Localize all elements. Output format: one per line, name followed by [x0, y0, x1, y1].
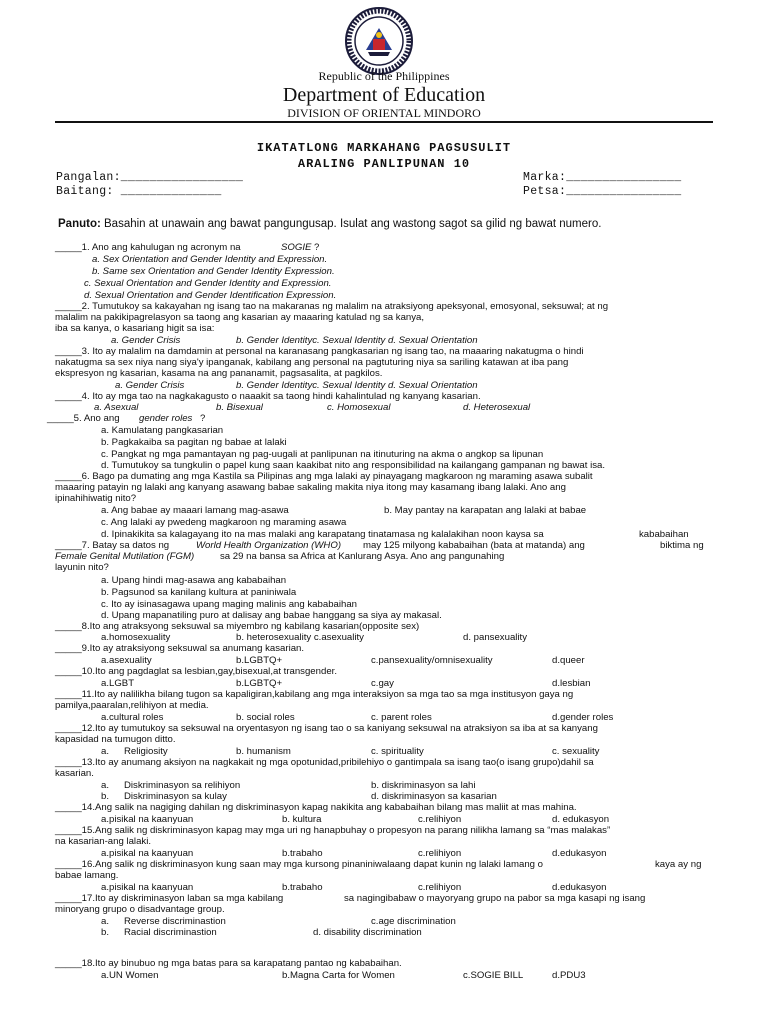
question-6-choice-b: b. May pantay na karapatan ang lalaki at babae — [384, 505, 587, 516]
question-15-stem: na kasarian-ang lalaki. — [55, 836, 151, 847]
question-4-choice-b: b. Bisexual — [216, 402, 263, 413]
question-1-term: SOGIE — [281, 242, 312, 253]
question-4-stem: _____4. Ito ay mga tao na nagkakagusto o naaakit sa taong hindi kahalintulad ng kanyang kasarian. — [55, 391, 481, 402]
question-7-stem: biktima ng — [660, 540, 704, 551]
question-5-mark: ? — [200, 413, 206, 424]
question-13-stem: _____13.Ito ay anumang aksiyon na nagkakait ng mga opotunidad,pribilehiyo o gantimpala sa isang tao(o isang grupo)dahil sa — [55, 757, 594, 768]
question-9-stem: _____9.Ito ay atraksiyong seksuwal sa anumang kasarian. — [55, 643, 305, 654]
question-15-choice-a: a.pisikal na kaanyuan — [101, 848, 194, 859]
question-3-stem: nakatugma sa sex niya nang siya'y ipanganak, kabilang ang personal na pagtuturing niya sa sariling katawan at iba pang — [55, 357, 569, 368]
question-16-choice-b: b.trabaho — [282, 882, 323, 893]
question-3-stem: ekspresyon ng kasarian, kasama na ang pananamit, pagsasalita, at pagkilos. — [55, 368, 383, 379]
question-7-choice-c: c. Ito ay isinasagawa upang maging malinis ang kababaihan — [101, 599, 358, 610]
question-9-choice-a: a.asexuality — [101, 655, 152, 666]
question-2-choice-a: a. Gender Crisis — [111, 335, 181, 346]
question-16-choice-d: d.edukasyon — [552, 882, 607, 893]
question-10-choice-a: a.LGBT — [101, 678, 135, 689]
question-15-choice-c: c.relihiyon — [418, 848, 462, 859]
question-15-choice-b: b.trabaho — [282, 848, 323, 859]
exam-title: IKATATLONG MARKAHANG PAGSUSULIT — [256, 141, 512, 155]
question-15-stem: _____15.Ang salik ng diskriminasyon kapag may mga uri ng hanapbuhay o propesyon na parang nilikha lamang sa “mas malakas” — [55, 825, 611, 836]
grade-field[interactable]: Baitang: ______________ — [56, 185, 222, 198]
question-6-choice-a: a. Ang babae ay maaari lamang mag-asawa — [101, 505, 289, 516]
question-5-choice-a: a. Kamulatang pangkasarian — [101, 425, 224, 436]
question-3-stem: _____3. Ito ay malalim na damdamin at personal na karanasang pangkasarian ng isang tao, na maaaring nakatugma o hindi — [55, 346, 584, 357]
question-13-choice-b: b. diskriminasyon sa lahi — [371, 780, 476, 791]
question-12-stem: _____12.Ito ay tumutukoy sa seksuwal na oryentasyon ng isang tao o sa kaniyang seksuwal na atraksiyon sa iba at sa kanyang — [55, 723, 598, 734]
question-3-choices: b. Gender Identityc. Sexual Identity d. Sexual Orientation — [236, 380, 478, 391]
question-11-choice-b: b. social roles — [236, 712, 295, 723]
question-5-choice-c: c. Pangkat ng mga pamantayan ng pag-uugali at panlipunan na itinuturing na akma o angkop sa lipunan — [101, 449, 544, 460]
question-17-choice-a: Reverse discriminastion — [124, 916, 226, 927]
question-16-stem: _____16.Ang salik ng diskriminasyon kung saan may mga kursong pinaniniwalaang dapat kunin ng lalaki lamang o — [55, 859, 543, 870]
question-12-choice-b: b. humanism — [236, 746, 291, 757]
question-11-choice-c: c. parent roles — [371, 712, 432, 723]
republic-label: Republic of the Philippines — [318, 69, 450, 83]
question-6-choice-c: c. Ang lalaki ay pwedeng magkaroon ng maraming asawa — [101, 517, 347, 528]
question-6-stem: maaaring patayin ng lalaki ang kanyang asawang babae sakaling makita niya itong may kasamang ibang lalaki. Ano ang — [55, 482, 566, 493]
question-11-stem: pamilya,paaralan,relihiyon at media. — [55, 700, 209, 711]
question-8-choice-d: d. pansexuality — [463, 632, 527, 643]
question-7-stem: _____7. Batay sa datos ng — [55, 540, 170, 551]
question-18-choice-b: b.Magna Carta for Women — [282, 970, 395, 981]
question-4-choice-a: a. Asexual — [94, 402, 139, 413]
question-11-choice-a: a.cultural roles — [101, 712, 164, 723]
question-7-stem: sa 29 na bansa sa Africa at Kanlurang Asya. Ano ang pangunahing — [220, 551, 505, 562]
question-18-choice-d: d.PDU3 — [552, 970, 586, 981]
question-1-choice-b: b. Same sex Orientation and Gender Identity Expression. — [92, 266, 335, 277]
question-14-choice-c: c.relihiyon — [418, 814, 462, 825]
question-14-choice-a: a.pisikal na kaanyuan — [101, 814, 194, 825]
question-11-choice-d: d.gender roles — [552, 712, 614, 723]
question-5-choice-d: d. Tumutukoy sa tungkulin o papel kung saan kaakibat nito ang responsibilidad na kailangang gampanan ng bawat isa. — [101, 460, 606, 471]
date-field[interactable]: Petsa:________________ — [523, 185, 682, 198]
exam-subject: ARALING PANLIPUNAN 10 — [297, 157, 471, 171]
department-title: Department of Education — [282, 84, 486, 106]
header-divider — [55, 121, 713, 123]
question-12-stem: kapasidad na tumugon ditto. — [55, 734, 176, 745]
question-9-choice-c: c.pansexuality/omnisexuality — [371, 655, 493, 666]
instructions — [58, 218, 601, 230]
question-7-term: World Health Organization (WHO) — [196, 540, 342, 551]
question-17-choice-a-letter: a. — [101, 916, 110, 927]
question-9-choice-b: b.LGBTQ+ — [236, 655, 283, 666]
instructions-text: Basahin at unawain ang bawat pangungusap. Isulat ang wastong sagot sa gilid ng bawat numero. — [100, 218, 602, 230]
question-11-stem: _____11.Ito ay nalilikha bilang tugon sa kapaligiran,kabilang ang mga interaksiyon sa mga tao sa mga institusyon gaya ng — [55, 689, 574, 700]
question-16-choice-a: a.pisikal na kaanyuan — [101, 882, 194, 893]
question-7-choice-b: b. Pagsunod sa kanilang kultura at paniniwala — [101, 587, 297, 598]
question-13-choice-d: d. diskriminasyon sa kasarian — [371, 791, 497, 802]
question-16-choice-c: c.relihiyon — [418, 882, 462, 893]
question-18-choice-c: c.SOGIE BILL — [463, 970, 524, 981]
question-8-choice-b: b. heterosexuality c.asexuality — [236, 632, 364, 643]
question-8-stem: _____8.Ito ang atraksyong seksuwal sa miyembro ng kabilang kasarian(opposite sex) — [55, 621, 420, 632]
question-7-choice-a: a. Upang hindi mag-asawa ang kababaihan — [101, 575, 287, 586]
question-2-stem: malalim na pakikipagrelasyon sa taong ang kasarian ay maaaring katulad ng sa kanya, — [55, 312, 425, 323]
question-5-choice-b: b. Pagkakaiba sa pagitan ng babae at lalaki — [101, 437, 287, 448]
question-14-choice-b: b. kultura — [282, 814, 322, 825]
question-2-stem: iba sa kanya, o kasariang higit sa isa: — [55, 323, 215, 334]
question-7-stem: may 125 milyong kababaihan (bata at matanda) ang — [363, 540, 585, 551]
question-13-choice-a: Diskriminasyon sa relihiyon — [124, 780, 241, 791]
question-1-choice-c: c. Sexual Orientation and Gender Identity and Expression. — [84, 278, 332, 289]
question-10-choice-d: d.lesbian — [552, 678, 591, 689]
question-7-stem: layunin nito? — [55, 562, 109, 573]
question-7-term: Female Genital Mutilation (FGM) — [55, 551, 195, 562]
question-13-choice-a-letter: a. — [101, 780, 110, 791]
question-17-stem: sa nagingibabaw o mayoryang grupo na pabor sa mga kasapi ng isang — [344, 893, 646, 904]
question-17-choice-d: d. disability discrimination — [313, 927, 422, 938]
question-2-stem: _____2. Tumutukoy sa kakayahan ng isang tao na makaranas ng malalim na atraksiyong apeksyonal, emosyonal, seksuwal; at ng — [55, 301, 609, 312]
question-12-choice-d: c. sexuality — [552, 746, 600, 757]
question-2-choices: b. Gender Identityc. Sexual Identity d. Sexual Orientation — [236, 335, 478, 346]
question-6-stem: _____6. Bago pa dumating ang mga Kastila sa Pilipinas ang mga lalaki ay pinayagang magkaroon ng maraming asawa subalit — [55, 471, 593, 482]
name-field[interactable]: Pangalan:_________________ — [56, 171, 244, 184]
question-17-choice-c: c.age discrimination — [371, 916, 456, 927]
question-10-stem: _____10.Ito ang pagdaglat sa lesbian,gay,bisexual,at transgender. — [55, 666, 337, 677]
question-5-stem: _____5. Ano ang — [47, 413, 120, 424]
question-4-choice-d: d. Heterosexual — [463, 402, 531, 413]
division-label: DIVISION OF ORIENTAL MINDORO — [287, 106, 481, 120]
deped-seal-logo — [344, 6, 414, 76]
question-12-choice-a-letter: a. — [101, 746, 110, 757]
question-1-mark: ? — [314, 242, 320, 253]
question-18-choice-a: a.UN Women — [101, 970, 159, 981]
instructions-label: Panuto: — [58, 218, 101, 230]
question-5-term: gender roles — [139, 413, 193, 424]
question-7-choice-d: d. Upang mapanatiling puro at dalisay ang babae hanggang sa siya ay makasal. — [101, 610, 442, 621]
question-13-choice-c: Diskriminasyon sa kulay — [124, 791, 227, 802]
question-12-choice-a: Religiosity — [124, 746, 168, 757]
question-17-stem: _____17.Ito ay diskriminasyon laban sa mga kabilang — [55, 893, 284, 904]
question-1-choice-d: d. Sexual Orientation and Gender Identification Expression. — [84, 290, 337, 301]
question-1-stem: _____1. Ano ang kahulugan ng acronym na — [55, 242, 241, 253]
question-16-stem: babae lamang. — [55, 870, 119, 881]
question-6-choice-d: kababaihan — [639, 529, 689, 540]
question-15-choice-d: d.edukasyon — [552, 848, 607, 859]
score-field[interactable]: Marka:________________ — [523, 171, 682, 184]
question-10-choice-c: c.gay — [371, 678, 394, 689]
question-6-stem: ipinahihiwatig nito? — [55, 493, 137, 504]
question-6-choice-d: d. Ipinakikita sa kalagayang ito na mas malaki ang karapatang tinatamasa ng kalalakihan noon kaysa sa — [101, 529, 544, 540]
question-9-choice-d: d.queer — [552, 655, 585, 666]
question-1-choice-a: a. Sex Orientation and Gender Identity and Expression. — [92, 254, 328, 265]
question-12-choice-c: c. spirituality — [371, 746, 424, 757]
question-17-stem: minoryang grupo o disadvantage group. — [55, 904, 225, 915]
question-14-choice-d: d. edukasyon — [552, 814, 610, 825]
question-17-choice-b-letter: b. — [101, 927, 110, 938]
question-10-choice-b: b.LGBTQ+ — [236, 678, 283, 689]
question-17-choice-b: Racial discriminastion — [124, 927, 217, 938]
question-8-choice-a: a.homosexuality — [101, 632, 171, 643]
question-18-stem: _____18.Ito ay binubuo ng mga batas para sa karapatang pantao ng kababaihan. — [55, 958, 402, 969]
question-13-choice-c-letter: b. — [101, 791, 110, 802]
question-4-choice-c: c. Homosexual — [327, 402, 391, 413]
question-13-stem: kasarian. — [55, 768, 94, 779]
question-3-choice-a: a. Gender Crisis — [115, 380, 185, 391]
question-16-stem: kaya ay ng — [655, 859, 702, 870]
question-14-stem: _____14.Ang salik na nagiging dahilan ng diskriminasyon kapag nakikita ang kababaihan bilang mas maliit at mas mahina. — [55, 802, 577, 813]
